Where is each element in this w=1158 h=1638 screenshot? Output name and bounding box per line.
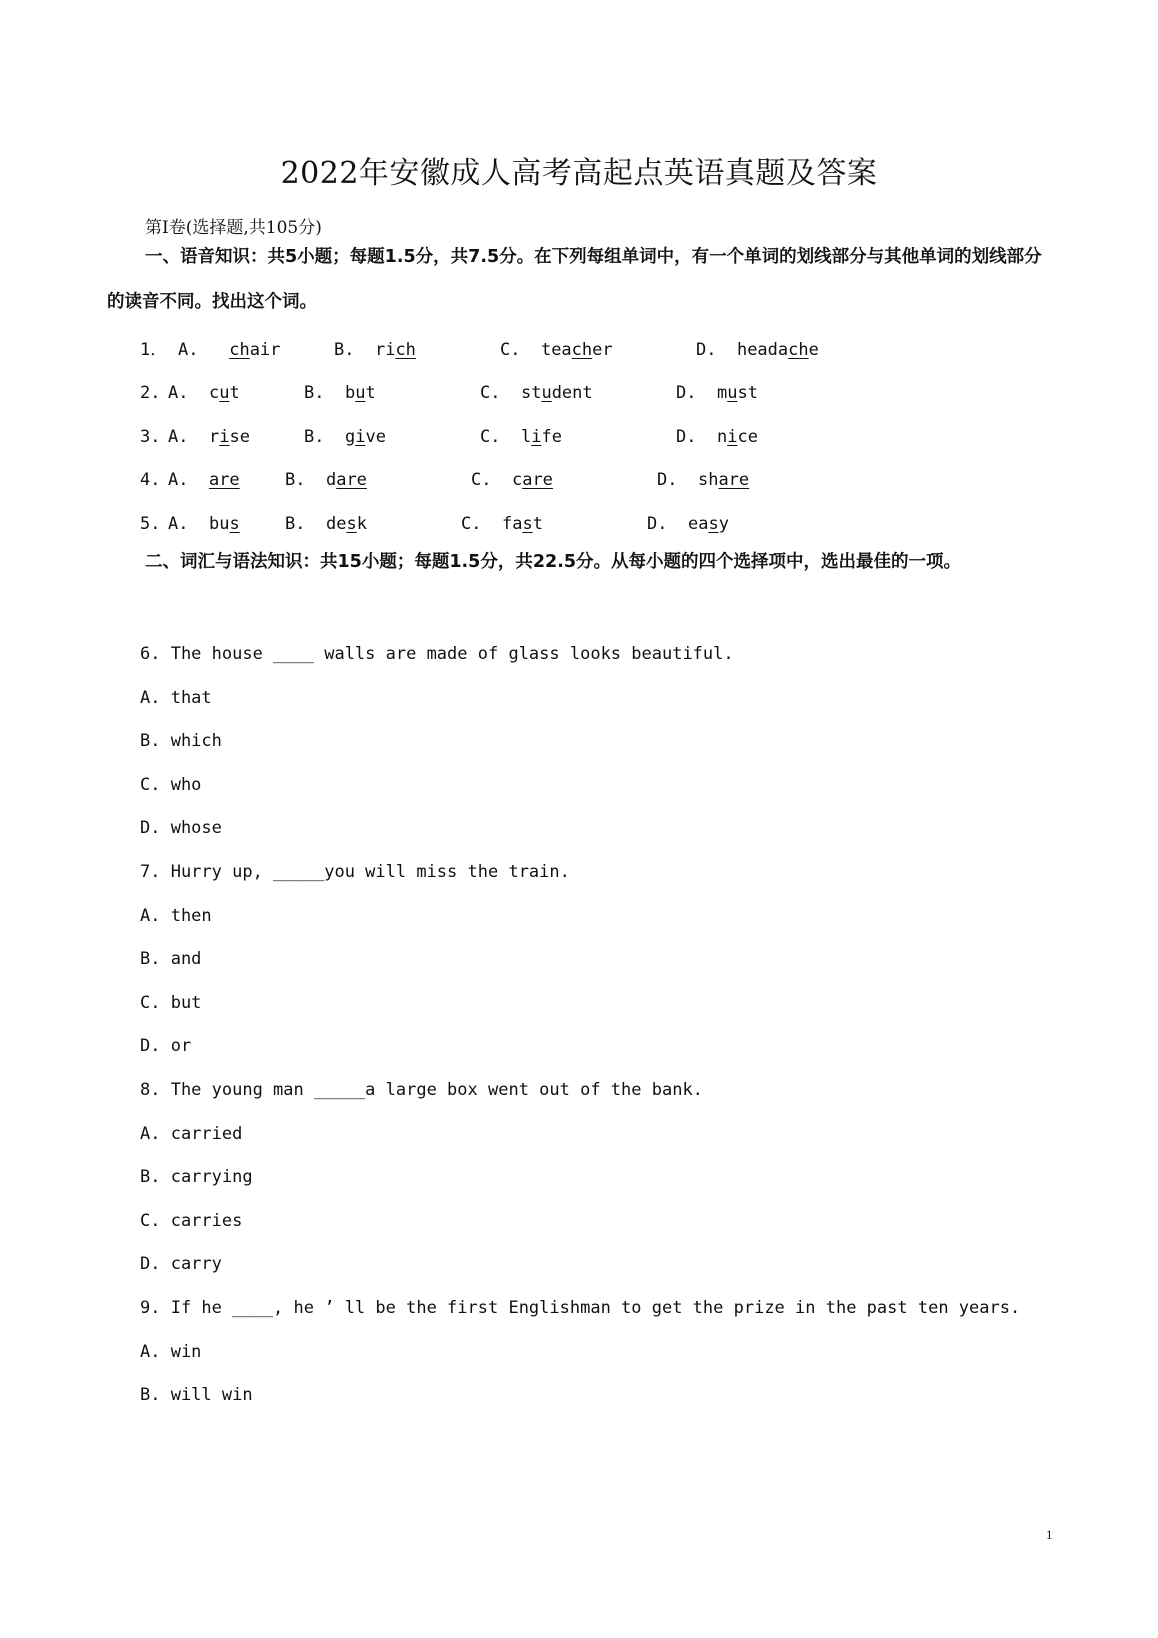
option-label: C. (471, 470, 512, 490)
option-label: C. (461, 514, 502, 534)
underlined-part: are (718, 470, 750, 490)
option-label: D. (657, 470, 698, 490)
question-option: D. whose (140, 818, 222, 839)
option-label: B. (285, 470, 326, 490)
option-label: A. (168, 514, 209, 534)
word-suffix: ce (737, 427, 758, 447)
underlined-part: s (708, 514, 719, 534)
question-option: A. that (140, 687, 212, 708)
underlined-part: i (531, 427, 542, 447)
word-prefix: de (325, 514, 347, 534)
option-b (334, 338, 416, 362)
question-option: B. which (140, 731, 222, 752)
word-prefix: c (511, 470, 523, 490)
question-option: A. carried (140, 1123, 243, 1144)
underlined-part: ch (571, 340, 593, 360)
word-suffix: fe (541, 427, 562, 447)
question-option: A. then (140, 905, 212, 926)
option-label: A. (168, 383, 209, 403)
word-suffix: t (365, 383, 376, 403)
word-suffix: air (249, 340, 281, 360)
option-label: D. (696, 340, 737, 360)
word-prefix: sh (697, 470, 719, 490)
word-suffix: er (592, 340, 613, 360)
option-a (168, 425, 250, 449)
question-option: A. win (140, 1341, 202, 1362)
word-prefix: g (344, 427, 356, 447)
question-stem-6: 6. The house ____ walls are made of glass looks beautiful. (140, 644, 734, 664)
word-prefix: heada (736, 340, 789, 360)
word-prefix: st (520, 383, 542, 403)
underlined-part: s (229, 514, 240, 534)
exam-part-label: 第Ⅰ卷(选择题,共105分) (145, 218, 322, 238)
option-label: C. (480, 427, 521, 447)
option-label: D. (676, 427, 717, 447)
word-prefix: fa (501, 514, 523, 534)
document-title: 2022年安徽成人高考高起点英语真题及答案 (280, 156, 878, 191)
underlined-part: u (727, 383, 738, 403)
option-a (168, 381, 240, 405)
question-option: D. or (140, 1036, 192, 1057)
word-prefix: l (520, 427, 532, 447)
word-suffix: t (229, 383, 240, 403)
underlined-part: u (541, 383, 552, 403)
option-c (471, 468, 553, 492)
option-label: A. (168, 470, 209, 490)
word-suffix: t (532, 514, 543, 534)
page-number: 1 (1046, 1527, 1053, 1542)
underlined-part: u (355, 383, 366, 403)
word-suffix: dent (551, 383, 593, 403)
underlined-part: are (522, 470, 553, 490)
word-suffix: ve (365, 427, 386, 447)
underlined-part: are (208, 470, 240, 490)
option-b (304, 425, 386, 449)
option-label: C. (480, 383, 521, 403)
question-option: D. carry (140, 1254, 222, 1275)
word-prefix: m (716, 383, 728, 403)
underlined-part: i (355, 427, 366, 447)
option-d (696, 338, 819, 362)
section-1-heading: 一、语音知识：共5小题；每题1.5分，共7.5分。在下列每组单词中，有一个单词的划线部分与其他单词的划线部分的读音不同。找出这个词。 (107, 247, 1042, 312)
question-stem-9: 9. If he ____, he ’ ll be the first Englishman to get the prize in the past ten years. (140, 1298, 1021, 1318)
option-c (500, 338, 613, 362)
option-d (657, 468, 749, 492)
option-label: B. (304, 383, 345, 403)
option-label: B. (334, 340, 375, 360)
question-number: 2. (140, 383, 161, 403)
word-prefix: c (208, 383, 220, 403)
option-label: C. (500, 340, 541, 360)
word-suffix: st (737, 383, 758, 403)
option-d (647, 512, 729, 536)
option-a (168, 468, 240, 492)
option-b (304, 381, 376, 405)
question-option: C. who (140, 774, 202, 795)
underlined-part: i (727, 427, 738, 447)
word-suffix: k (356, 514, 367, 534)
word-prefix: bu (208, 514, 230, 534)
underlined-part: are (336, 470, 367, 490)
question-option: B. will win (140, 1385, 253, 1406)
option-c (461, 512, 543, 536)
option-label: B. (285, 514, 326, 534)
question-option: C. carries (140, 1210, 243, 1231)
word-prefix: d (325, 470, 337, 490)
option-label: D. (676, 383, 717, 403)
option-b (285, 512, 367, 536)
option-d (676, 425, 758, 449)
underlined-part: ch (229, 340, 250, 360)
option-label: A. (178, 340, 219, 360)
word-prefix: ri (374, 340, 396, 360)
underlined-part: u (219, 383, 230, 403)
option-label: D. (647, 514, 688, 534)
option-c (480, 425, 562, 449)
underlined-part: i (219, 427, 230, 447)
word-prefix: n (716, 427, 728, 447)
section-2-heading: 二、词汇与语法知识：共15小题；每题1.5分，共22.5分。从每小题的四个选择项中，选出最佳的一项。 (145, 552, 962, 572)
question-option: B. and (140, 949, 202, 970)
question-number: 1． (140, 340, 168, 360)
underlined-part: ch (395, 340, 416, 360)
question-number: 5. (140, 514, 161, 534)
question-stem-7: 7. Hurry up, _____you will miss the train. (140, 862, 570, 882)
underlined-part: s (346, 514, 357, 534)
word-prefix: r (208, 427, 220, 447)
option-c (480, 381, 593, 405)
option-d (676, 381, 758, 405)
underlined-part: ch (788, 340, 809, 360)
option-label: B. (304, 427, 345, 447)
word-prefix (219, 340, 229, 360)
question-option: B. carrying (140, 1167, 253, 1188)
word-suffix: se (229, 427, 250, 447)
option-label: A. (168, 427, 209, 447)
option-b (285, 468, 367, 492)
word-suffix: y (718, 514, 729, 534)
question-stem-8: 8. The young man _____a large box went out of the bank. (140, 1080, 703, 1100)
option-a (168, 512, 240, 536)
word-prefix: tea (540, 340, 572, 360)
word-prefix: b (344, 383, 356, 403)
underlined-part: s (522, 514, 533, 534)
question-number: 3. (140, 427, 161, 447)
question-option: C. but (140, 992, 202, 1013)
word-suffix: e (808, 340, 819, 360)
question-number: 4. (140, 470, 161, 490)
option-a (178, 338, 280, 362)
word-prefix: ea (687, 514, 709, 534)
